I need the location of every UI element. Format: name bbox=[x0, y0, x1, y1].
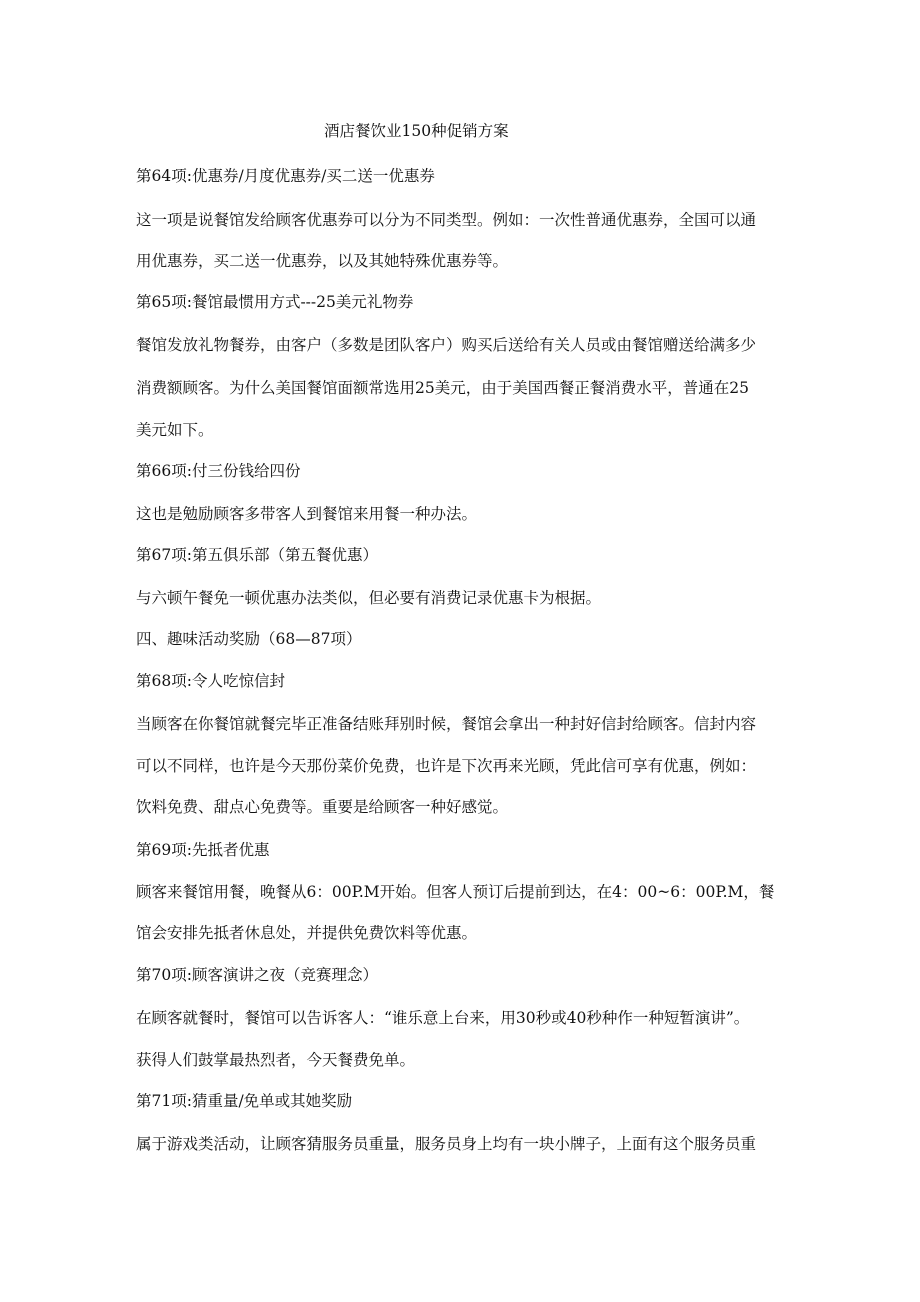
paragraph-line: 获得人们鼓掌最热烈者，今天餐费免单。 bbox=[136, 1051, 416, 1069]
chapter-heading: 四、趣味活动奖励（68—87项） bbox=[136, 630, 362, 648]
paragraph-line: 消费额顾客。为什么美国餐馆面额常选用25美元，由于美国西餐正餐消费水平，普通在25 bbox=[136, 379, 749, 397]
paragraph-line: 饮料免费、甜点心免费等。重要是给顾客一种好感觉。 bbox=[136, 798, 509, 816]
paragraph-line: 馆会安排先抵者休息处，并提供免费饮料等优惠。 bbox=[136, 924, 478, 942]
section-heading: 第64项:优惠券/月度优惠券/买二送一优惠券 bbox=[136, 167, 435, 185]
paragraph-line: 顾客来餐馆用餐，晚餐从6：00P.M开始。但客人预订后提前到达，在4：00~6：00P.M，餐 bbox=[136, 883, 775, 901]
paragraph-line: 可以不同样，也许是今天那份菜价免费，也许是下次再来光顾，凭此信可享有优惠，例如： bbox=[136, 757, 757, 775]
section-heading: 第67项:第五俱乐部（第五餐优惠） bbox=[136, 546, 378, 564]
paragraph-line: 这一项是说餐馆发给顾客优惠券可以分为不同类型。例如：一次性普通优惠券，全国可以通 bbox=[136, 211, 757, 229]
document-title: 酒店餐饮业150种促销方案 bbox=[324, 122, 509, 140]
section-heading: 第69项:先抵者优惠 bbox=[136, 841, 270, 859]
paragraph-line: 与六顿午餐免一顿优惠办法类似，但必要有消费记录优惠卡为根据。 bbox=[136, 589, 602, 607]
section-heading: 第68项:令人吃惊信封 bbox=[136, 672, 285, 690]
paragraph-line: 这也是勉励顾客多带客人到餐馆来用餐一种办法。 bbox=[136, 505, 478, 523]
paragraph-line: 当顾客在你餐馆就餐完毕正准备结账拜别时候，餐馆会拿出一种封好信封给顾客。信封内容 bbox=[136, 715, 757, 733]
section-heading: 第65项:餐馆最惯用方式---25美元礼物券 bbox=[136, 293, 414, 311]
section-heading: 第71项:猜重量/免单或其她奖励 bbox=[136, 1092, 353, 1110]
section-heading: 第66项:付三份钱给四份 bbox=[136, 462, 301, 480]
paragraph-line: 属于游戏类活动，让顾客猜服务员重量，服务员身上均有一块小牌子，上面有这个服务员重 bbox=[136, 1135, 757, 1153]
paragraph-line: 在顾客就餐时，餐馆可以告诉客人：“谁乐意上台来，用30秒或40秒种作一种短暂演讲”。 bbox=[136, 1009, 750, 1027]
section-heading: 第70项:顾客演讲之夜（竞赛理念） bbox=[136, 966, 378, 984]
paragraph-line: 美元如下。 bbox=[136, 421, 214, 439]
paragraph-line: 用优惠券，买二送一优惠券，以及其她特殊优惠券等。 bbox=[136, 252, 509, 270]
paragraph-line: 餐馆发放礼物餐券，由客户（多数是团队客户）购买后送给有关人员或由餐馆赠送给满多少 bbox=[136, 336, 757, 354]
